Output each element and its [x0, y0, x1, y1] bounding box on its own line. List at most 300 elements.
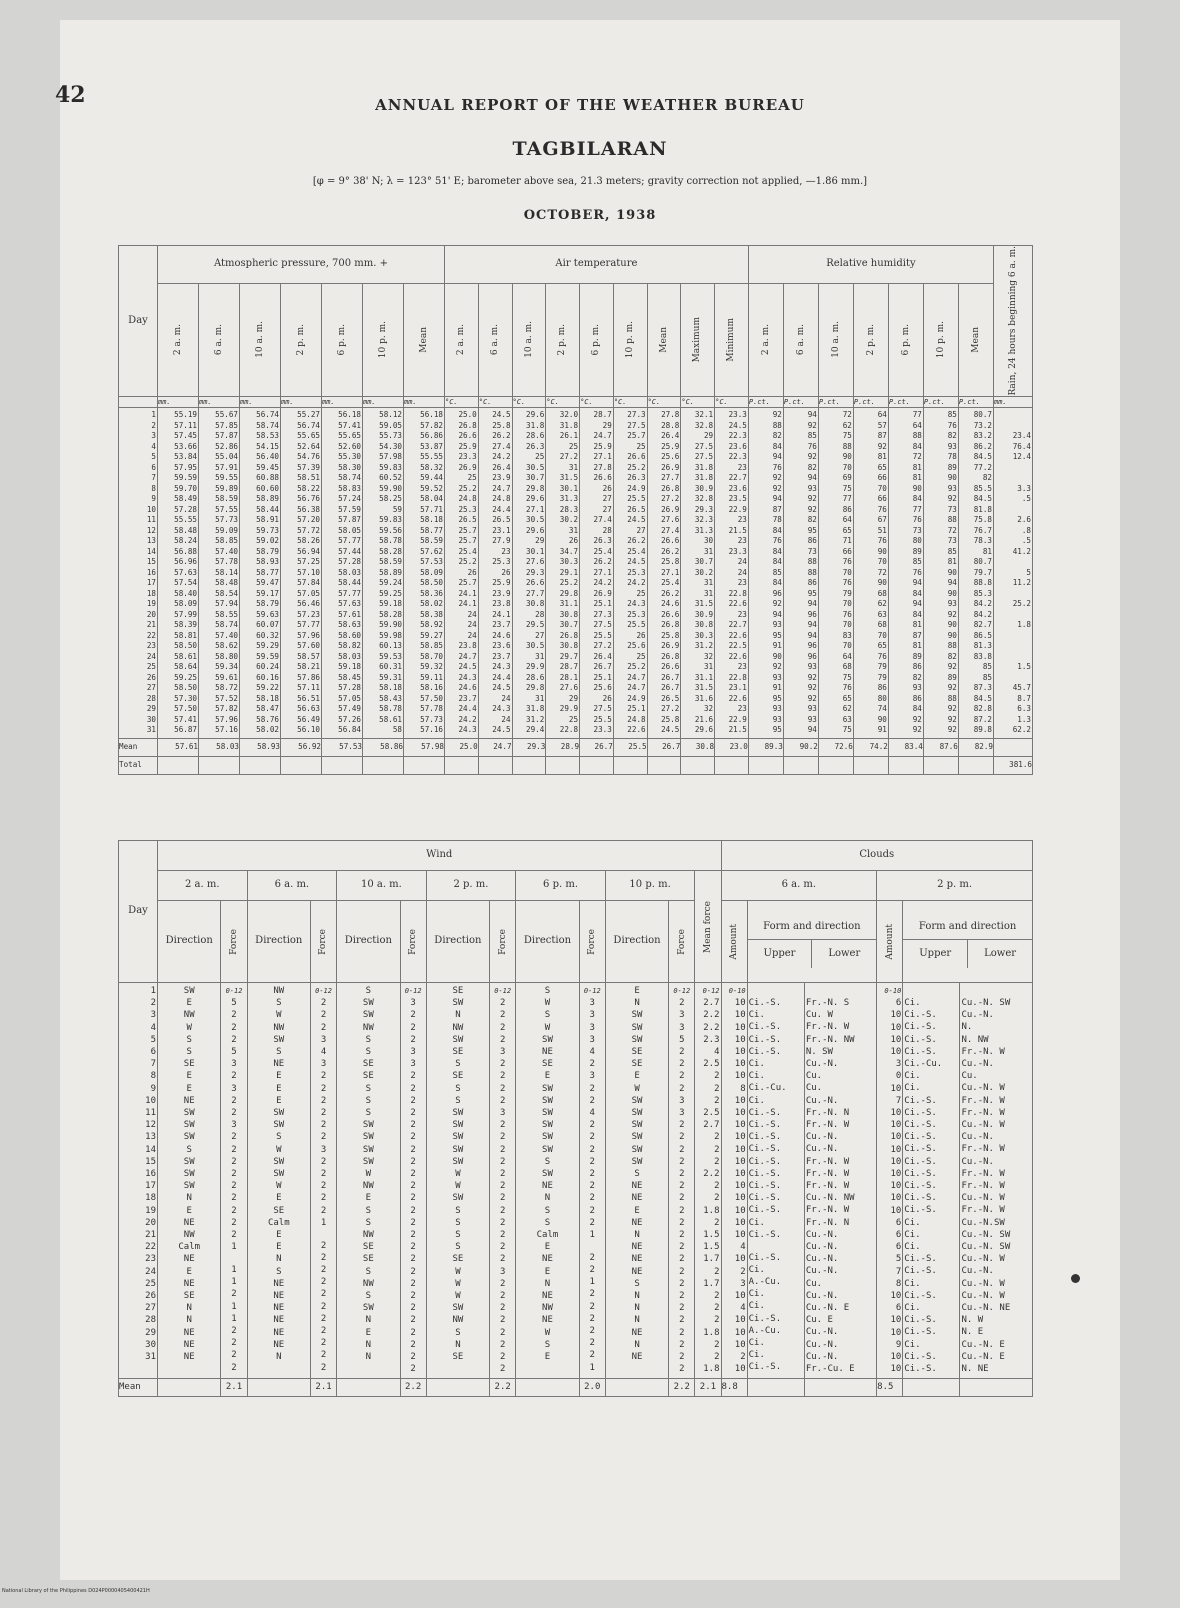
wind-force-cell-value: 1 [589, 1362, 595, 1373]
temperature-cell-value: 29.6 [694, 725, 714, 735]
pressure-cell-value: 59.17 [256, 588, 279, 598]
temperature-cell-value: 24.5 [492, 683, 511, 693]
temperature-cell-value: 25.5 [593, 630, 612, 640]
temperature-cell-value: 26 [636, 630, 646, 640]
pressure-cell-value: 58.77 [256, 567, 279, 577]
cloud-amount-cell-value: 9 [895, 1339, 902, 1350]
humidity-cell-value: 93 [947, 483, 957, 493]
mean-value: 25.0 [445, 738, 479, 756]
pressure-cell-value: 57.82 [215, 704, 238, 714]
humidity-cell-value: 70 [877, 483, 887, 493]
wind-direction-cell-value: E [544, 1352, 551, 1363]
wind-direction-cell-value: S [365, 1291, 372, 1302]
wind-direction-cell-value: SE [452, 1047, 464, 1058]
pressure-cell-value: 58.72 [215, 683, 238, 693]
wind-force-cell-value: 2 [320, 1071, 327, 1082]
humidity-cell-value: 93 [807, 714, 817, 724]
pressure-cell-value: 59.52 [420, 483, 443, 493]
temp-col-header-text: Mean [658, 327, 669, 353]
pressure-cell-value: 58.48 [174, 525, 197, 535]
mean-dir-empty [426, 1378, 489, 1396]
pressure-cell-value: 57.25 [297, 557, 320, 567]
humidity-col-header-text: Mean [970, 327, 981, 353]
cloud-upper-cell-value: Ci. [748, 1010, 765, 1021]
cloud-lower-cell-value: Cu.-N. [961, 1010, 994, 1021]
humidity-cell-value: 90 [842, 452, 852, 462]
temp-col-header-text: 10 a. m. [523, 321, 534, 359]
pressure-cell-value: 58.78 [379, 704, 402, 714]
humidity-cell-value: 89 [947, 672, 957, 682]
wind-force-cell-value: 2 [499, 1291, 506, 1302]
cloud-upper-cell-value: Ci. [904, 1339, 921, 1350]
mean-label: Mean [119, 738, 158, 756]
cloud-upper-cell-value: Ci.-S. [904, 1144, 937, 1155]
pressure-cell [322, 408, 363, 739]
day-number-value: 12 [145, 1120, 156, 1131]
temperature-cell [681, 408, 715, 739]
humidity-cell-value: 70 [842, 641, 852, 651]
temperature-cell-value: 24.8 [627, 714, 646, 724]
wind-force-cell-value: 2 [231, 1338, 237, 1349]
temperature-cell-value: 24.5 [627, 557, 646, 567]
pressure-cell-value: 58 [392, 725, 402, 735]
temp-col-header [681, 284, 715, 396]
wind-force-cell-value: 2 [320, 1132, 327, 1143]
wind-direction-cell-value: SW [542, 1108, 553, 1119]
wind-time-header: 6 a. m. [247, 871, 337, 901]
temperature-cell-value: 26 [602, 483, 612, 493]
pressure-cell-value: 57.11 [174, 420, 197, 430]
humidity-cell-value: 90 [772, 651, 782, 661]
temperature-cell-value: 24.2 [627, 578, 646, 588]
humidity-cell-value: 93 [807, 483, 817, 493]
mean-force-cell-value: 2 [714, 1303, 720, 1314]
humidity-cell-value: 90 [947, 473, 957, 483]
pressure-cell-value: 58.09 [420, 567, 443, 577]
mean-force-cell-value: 1.8 [703, 1364, 720, 1375]
temperature-cell-value: 30.7 [526, 473, 545, 483]
temperature-cell-value: 32.3 [694, 515, 714, 525]
temperature-cell-value: 22.6 [728, 651, 747, 661]
temperature-cell-value: 31.8 [694, 462, 714, 472]
humidity-cell-value: 74 [877, 704, 887, 714]
pressure-cell-value: 55.27 [297, 410, 320, 420]
day-number-value: 7 [151, 473, 156, 483]
rain-cell-value: .5 [1021, 494, 1031, 504]
wind-force-cell-value: 2 [320, 1022, 327, 1033]
temperature-cell-value: 24.1 [458, 599, 477, 609]
humidity-cell-value: 70 [877, 557, 887, 567]
wind-force-cell-value: 2 [679, 1364, 685, 1375]
force-scale: 0-12 [225, 987, 243, 995]
wind-force-cell-value: 4 [589, 1047, 595, 1058]
pressure-cell-value: 58.59 [420, 536, 443, 546]
temperature-cell-value: 27.6 [559, 683, 579, 693]
temperature-cell-value: 25.1 [627, 704, 646, 714]
wind-force-cell [221, 983, 247, 1379]
temperature-cell-value: 25.3 [458, 504, 477, 514]
wind-direction-cell [158, 983, 221, 1379]
wind-force-cell-value: 2 [499, 1095, 506, 1106]
wind-direction-cell-value: S [455, 1083, 461, 1094]
cloud-lower-cell-value: Cu.-N. W [961, 1120, 1005, 1131]
temperature-cell-value: 26.4 [492, 462, 511, 472]
unit-mm: mm. [404, 396, 445, 408]
cloud-upper-cell-value: Ci. [748, 1350, 765, 1361]
pressure-cell-value: 58.85 [215, 536, 238, 546]
cloud-amount-header-text: Amount [884, 923, 895, 960]
mean-empty [960, 1378, 1033, 1396]
temperature-cell-value: 27.1 [526, 504, 545, 514]
wind-force-cell-value: 2 [499, 1120, 506, 1131]
wind-direction-cell-value: W [455, 1169, 461, 1180]
humidity-cell-value: 51 [877, 525, 887, 535]
cloud-amount-cell-value: 10 [734, 1181, 746, 1192]
temp-col-header-text: 6 p. m. [591, 324, 602, 356]
day-number-value: 14 [146, 546, 156, 556]
pressure-col-header-text: 6 p. m. [336, 324, 347, 356]
mean-force-cell-value: 2 [714, 1339, 720, 1350]
humidity-cell-value: 76 [842, 578, 852, 588]
wind-force-cell-value: 2 [499, 1193, 506, 1204]
pressure-cell [281, 408, 322, 739]
wind-direction-cell-value: S [455, 1059, 461, 1070]
wind-force-cell-value: 2 [231, 1071, 237, 1082]
rain-cell-value [995, 421, 1031, 432]
mean-force-value: 2.2 [400, 1378, 426, 1396]
humidity-cell-value: 72 [947, 525, 957, 535]
humidity-cell-value: 66 [842, 546, 852, 556]
direction-header: Direction [426, 901, 489, 983]
wind-force-cell-value: 2 [499, 1083, 506, 1094]
temperature-cell-value: 22.3 [728, 452, 747, 462]
total-empty [715, 756, 749, 774]
pressure-cell [199, 408, 240, 739]
unit-pct: P.ct. [888, 396, 923, 408]
rain-cell-value: 8.7 [1017, 693, 1031, 703]
force-header [669, 901, 695, 983]
wind-force-cell-value: 2 [410, 1120, 416, 1131]
mean-value: 72.6 [818, 738, 853, 756]
temp-col-header [445, 284, 479, 396]
pressure-cell [240, 408, 281, 739]
humidity-col-header [748, 284, 783, 396]
wind-direction-cell [426, 983, 489, 1379]
wind-direction-cell-value: SE [362, 1242, 374, 1253]
day-number-value: 23 [145, 1254, 156, 1265]
mean-empty [747, 1378, 804, 1396]
humidity-cell-value: 92 [947, 683, 957, 693]
pressure-cell-value: 58.21 [297, 662, 320, 672]
pressure-cell-value: 56.10 [297, 725, 320, 735]
rain-cell-value [995, 473, 1031, 484]
wind-direction-cell-value: SW [452, 1120, 464, 1131]
pressure-cell-value: 58.78 [379, 536, 402, 546]
temperature-cell-value: 26.9 [661, 504, 680, 514]
wind-direction-cell-value: SW [273, 1108, 285, 1119]
mean-cloud2-amount: 8.5 [877, 1378, 903, 1396]
temperature-cell-value: 25.1 [593, 599, 612, 609]
wind-direction-cell-value: SE [452, 1254, 464, 1265]
humidity-cell-value: 85.5 [973, 483, 992, 493]
temperature-cell-value: 30.7 [694, 557, 714, 567]
temperature-cell-value: 26.2 [492, 431, 511, 441]
cloud-upper-cell-value: Ci.-S. [748, 1034, 782, 1045]
temperature-cell-value: 31.1 [559, 599, 579, 609]
wind-force-cell-value: 2 [589, 1169, 595, 1180]
temperature-cell-value: 25.7 [458, 578, 477, 588]
wind-direction-cell-value: NW [542, 1303, 553, 1314]
wind-direction-cell-value: NE [631, 1266, 643, 1277]
humidity-cell-value: 86 [912, 662, 922, 672]
direction-header: Direction [605, 901, 668, 983]
pressure-cell-value: 59.25 [174, 672, 197, 682]
pressure-cell-value: 59.27 [420, 630, 443, 640]
temperature-cell-value: 25.6 [627, 641, 646, 651]
wind-force-cell-value: 2 [410, 1022, 416, 1033]
temperature-cell-value: 26.6 [661, 536, 680, 546]
humidity-cell-value: 79 [877, 662, 887, 672]
cloud-lower-cell-value: Cu.-N. [805, 1059, 839, 1070]
day-number-value: 23 [146, 641, 156, 651]
temperature-cell-value: 24.1 [458, 588, 477, 598]
pressure-cell-value: 57.78 [420, 704, 443, 714]
mean-force-header [695, 871, 721, 983]
cloud-upper-cell-value: Ci. [904, 1217, 921, 1228]
station-name: TAGBILARAN [512, 138, 668, 160]
cloud-lower-cell-value: Fr.-N. N [805, 1217, 850, 1228]
pressure-cell-value: 57.20 [297, 515, 320, 525]
humidity-cell-value: 94 [772, 452, 782, 462]
wind-force-cell-value: 2 [231, 1169, 237, 1180]
day-number-value: 22 [145, 1242, 156, 1253]
wind-direction-cell-value: E [544, 1266, 551, 1277]
temperature-cell-value: 24 [501, 714, 511, 724]
cloud-lower-cell-value: Cu.-N. NW [805, 1193, 855, 1204]
humidity-cell-value: 92 [807, 504, 817, 514]
wind-direction-cell-value: S [544, 1217, 551, 1228]
wind-force-cell-value: 2 [320, 1193, 327, 1204]
cloud-upper-cell [903, 983, 960, 1379]
cloud-lower-cell-value: Cu.-N. [805, 1095, 839, 1106]
temperature-cell-value: 25.5 [593, 714, 612, 724]
wind-direction-cell-value: NW [452, 1022, 464, 1033]
wind-force-cell-value: 2 [320, 1350, 327, 1361]
temperature-cell-value: 24.6 [492, 630, 511, 640]
cloud-amount-cell [877, 983, 903, 1379]
cloud-amount-cell-value: 4 [740, 1303, 746, 1314]
temperature-cell-value: 26.7 [661, 683, 680, 693]
pressure-cell-value: 55.65 [338, 431, 361, 441]
unit-pct: P.ct. [923, 396, 958, 408]
wind-force-cell-value: 2 [499, 1278, 506, 1289]
humidity-cell [818, 408, 853, 739]
pressure-cell-value: 58.50 [420, 578, 443, 588]
day-number-value: 14 [145, 1144, 156, 1155]
mean-force-cell-value: 2 [714, 1217, 720, 1228]
humidity-cell-value: 94 [807, 410, 817, 420]
wind-force-cell-value: 2 [499, 1339, 506, 1350]
cloud-lower-cell-value: Cu.-N. W [961, 1083, 1005, 1094]
humidity-cell-value: 92 [772, 599, 782, 609]
wind-direction-cell-value: N [186, 1303, 192, 1314]
cloud-lower-cell-value: Fr.-N. W [805, 1168, 850, 1179]
temperature-cell-value: 27.1 [593, 567, 612, 577]
wind-direction-cell-value: N [455, 1339, 461, 1350]
humidity-cell-value: 84 [772, 546, 782, 556]
wind-force-cell-value: 2 [410, 1242, 416, 1253]
cloud-amount-cell-value: 6 [895, 998, 902, 1009]
humidity-cell-value: 93 [947, 599, 957, 609]
mean-value: 30.8 [681, 738, 715, 756]
pressure-cell-value: 56.18 [420, 410, 443, 420]
cloud-amount-cell-value: 10 [734, 1156, 746, 1167]
humidity-cell-value: 92 [807, 683, 817, 693]
temperature-cell-value: 24.6 [458, 683, 477, 693]
total-empty [404, 756, 445, 774]
temperature-cell-value: 30.1 [559, 483, 579, 493]
day-number-value: 8 [150, 1071, 156, 1082]
wind-force-cell-value: 2 [320, 1169, 327, 1180]
wind-direction-cell-value: SW [542, 1132, 553, 1143]
pressure-cell-value: 57.87 [338, 515, 361, 525]
rain-cell-value: 5 [1026, 567, 1031, 577]
day-number-value: 18 [146, 588, 156, 598]
pressure-cell-value: 57.23 [297, 609, 320, 619]
cloud-amount-cell-value: 10 [890, 1181, 902, 1192]
wind-force-cell-value: 2 [410, 1169, 416, 1180]
humidity-cell-value: 88.8 [973, 578, 992, 588]
temperature-cell-value: 24 [467, 630, 477, 640]
wind-direction-cell-value: NE [183, 1254, 195, 1265]
cloud-amount-cell-value: 4 [740, 1242, 746, 1253]
humidity-cell-value: 96 [807, 641, 817, 651]
cloud-amount-cell-value: 2 [740, 1266, 746, 1277]
wind-force-cell-value: 2 [320, 1301, 327, 1312]
temperature-cell-value: 26.7 [661, 672, 680, 682]
day-number-value: 1 [151, 410, 156, 420]
temperature-cell-value: 26.3 [593, 536, 612, 546]
wind-direction-cell-value: NE [542, 1315, 553, 1326]
wind-force-cell-value: 2 [320, 1181, 327, 1192]
day-number-value: 5 [150, 1034, 156, 1045]
mean-force-cell-value: 2.3 [703, 1034, 720, 1045]
temperature-cell-value: 23.8 [492, 599, 511, 609]
lower-label: Lower [828, 948, 861, 959]
pressure-cell-value: 56.38 [297, 504, 320, 514]
temperature-cell-value: 26.5 [627, 504, 646, 514]
pressure-cell-value: 59.45 [256, 462, 279, 472]
unit-mm: mm. [994, 396, 1033, 408]
rain-cell-value: 1.8 [1017, 620, 1031, 630]
unit-mm: mm. [322, 396, 363, 408]
cloud-lower-cell-value: Cu.-N. W [961, 1290, 1005, 1301]
pressure-cell-value: 56.76 [297, 494, 320, 504]
unit-mm: mm. [240, 396, 281, 408]
day-number-value: 26 [146, 672, 156, 682]
pressure-cell-value: 58.24 [174, 536, 197, 546]
direction-header: Direction [247, 901, 310, 983]
temperature-cell-value: 24.7 [593, 431, 612, 441]
humidity-cell-value: 77 [842, 494, 852, 504]
wind-force-cell-value: 2 [589, 1264, 595, 1275]
wind-force-cell-value: 2 [589, 1132, 595, 1143]
temperature-cell-value: 29.8 [526, 683, 545, 693]
humidity-cell-value: 71 [842, 536, 852, 546]
pressure-cell-value: 55.73 [379, 431, 402, 441]
temperature-cell-value: 31.3 [559, 494, 579, 504]
pressure-cell-value: 60.07 [256, 620, 279, 630]
wind-force-cell-value: 1 [589, 1277, 595, 1288]
wind-force-cell-value: 2 [679, 1156, 685, 1167]
humidity-cell-value: 81 [912, 641, 922, 651]
humidity-cell-value: 84.5 [973, 452, 992, 462]
pressure-cell-value: 58.50 [174, 683, 197, 693]
cloud-lower-cell-value: Cu.-N. [805, 1229, 839, 1240]
pressure-cell-value: 58.43 [379, 693, 402, 703]
pressure-col-header [240, 284, 281, 396]
temperature-cell-value: 26.8 [458, 420, 477, 430]
cloud-lower-cell-value: Fr.-N. W [961, 1095, 1005, 1106]
humidity-cell-value: 90 [877, 714, 887, 724]
day-number-value: 20 [145, 1217, 156, 1228]
wind-direction-cell-value: W [276, 1010, 282, 1021]
humidity-cell-value: 85 [807, 431, 817, 441]
wind-force-cell-value: 2 [231, 1010, 237, 1021]
cloud-upper-cell-value: Ci.-S. [748, 1168, 782, 1179]
temperature-cell-value: 26.2 [627, 536, 646, 546]
wind-direction-cell-value: SW [183, 1156, 195, 1167]
cloud-upper-cell-value: Ci. [904, 1278, 921, 1289]
humidity-cell-value: 95 [772, 630, 782, 640]
unit-c: °C. [613, 396, 647, 408]
wind-direction-cell-value: NW [362, 1230, 374, 1241]
temperature-cell-value: 31 [568, 525, 579, 535]
temp-col-header-text: 6 a. m. [489, 324, 500, 356]
wind-direction-cell-value: NW [362, 1278, 374, 1289]
mean-force-cell-value: 1.5 [703, 1242, 720, 1253]
temperature-cell-value: 22.5 [728, 641, 747, 651]
pressure-cell-value: 59.59 [256, 651, 279, 661]
cloud-amount-cell-value: 10 [890, 1108, 902, 1119]
humidity-cell-value: 63 [877, 609, 887, 619]
pressure-cell-value: 60.24 [256, 662, 279, 672]
force-scale: 0-12 [494, 987, 512, 995]
cloud-upper-cell-value: Ci.-S. [748, 1156, 782, 1167]
force-scale: 0-12 [315, 987, 332, 995]
wind-force-cell-value: 1 [589, 1230, 595, 1241]
wind-force-cell-value: 2 [231, 1108, 237, 1119]
wind-direction-cell-value: W [455, 1181, 461, 1192]
humidity-cell-value: 72 [912, 452, 922, 462]
humidity-cell-value: 91 [877, 725, 887, 735]
humidity-cell-value: 81 [912, 462, 922, 472]
temperature-cell-value: 27 [636, 525, 646, 535]
wind-direction-cell-value: NE [183, 1095, 195, 1106]
temp-col-header-text: Maximum [692, 317, 703, 363]
pressure-cell-value: 57.72 [297, 525, 320, 535]
pressure-cell-value: 58.82 [338, 641, 361, 651]
wind-force-cell-value: 2 [320, 1338, 327, 1349]
cloud-amount-cell-value: 10 [890, 1047, 902, 1058]
humidity-col-header-text: 2 p. m. [865, 324, 876, 356]
temperature-group-header: Air temperature [445, 246, 749, 284]
temperature-cell-value: 24 [467, 609, 477, 619]
wind-force-cell-value: 2 [589, 1205, 595, 1216]
temperature-cell-value: 22.6 [627, 725, 646, 735]
humidity-cell-value: 76 [877, 536, 887, 546]
temperature-cell-value: 25 [636, 441, 646, 451]
